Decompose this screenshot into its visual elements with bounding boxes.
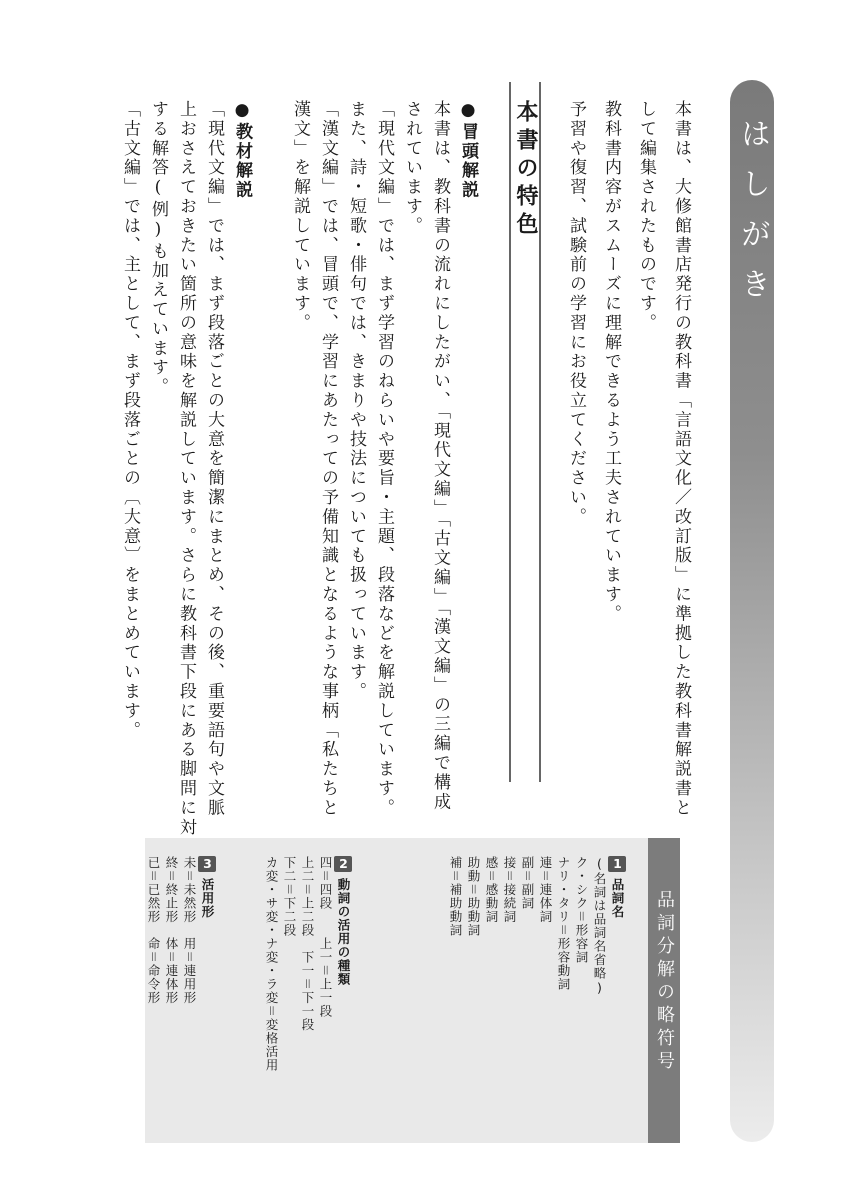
abbr-line: 終＝終止形 体＝連体形 xyxy=(164,856,179,1005)
intro-line: して編集されたものです。 xyxy=(636,100,656,333)
abbr-line: 副＝副詞 xyxy=(520,856,535,910)
abbr-line: 連＝連体詞 xyxy=(538,856,553,924)
intro-line: 教科書内容がスムーズに理解できるよう工夫されています。 xyxy=(601,100,621,624)
section-line: また、詩・短歌・俳句では、きまりや技法についても扱っています。 xyxy=(346,100,366,702)
abbr-line: 上二＝上二段 下一＝下一段 xyxy=(300,856,315,1032)
intro-text xyxy=(558,100,698,818)
section-line: 漢文」を解説しています。 xyxy=(290,100,310,333)
abbr-line: 接＝接続詞 xyxy=(502,856,517,924)
section-heading: ●教材解説 xyxy=(232,100,252,200)
abbreviation-title: 品詞分解の略符号 xyxy=(654,890,675,1074)
intro-line: 予習や復習、試験前の学習にお役立てください。 xyxy=(566,100,586,527)
abbr-line: ク・シク＝形容詞 xyxy=(574,856,589,964)
section-heading: ●冒頭解説 xyxy=(458,100,478,200)
abbr-group-conjugation-forms xyxy=(142,856,216,1136)
intro-line: 本書は、大修館書店発行の教科書「言語文化／改訂版」に準拠した教科書解説書と xyxy=(671,100,691,818)
abbr-group-parts-of-speech xyxy=(372,856,626,1136)
section-line: されています。 xyxy=(402,100,422,236)
abbr-group-heading xyxy=(334,856,352,1136)
section-line: 上おさえておきたい箇所の意味を解説しています。さらに教科書下段にある脚問に対 xyxy=(176,100,196,838)
section-line: 本書は、教科書の流れにしたがい、「現代文編」「古文編」「漢文編」の三編で構成 xyxy=(430,100,450,812)
abbr-heading-text: 動詞の活用の種類 xyxy=(336,878,351,986)
abbr-line: 補＝補助動詞 xyxy=(448,856,463,937)
abbr-line: ナリ・タリ＝形容動詞 xyxy=(556,856,571,991)
abbr-heading-text: 活用形 xyxy=(200,878,215,919)
section-line: 「現代文編」では、まず段落ごとの大意を簡潔にまとめ、その後、重要語句や文脈 xyxy=(204,100,224,818)
section-line: する解答(例)も加えています。 xyxy=(148,100,168,397)
group-number-badge: 1 xyxy=(610,856,625,872)
section-materials xyxy=(88,100,256,838)
abbr-line: 未＝未然形 用＝連用形 xyxy=(182,856,197,1005)
section-line: 「漢文編」では、冒頭で、学習にあたっての予備知識となるような事柄「私たちと xyxy=(318,100,338,818)
feature-title: 本書の特色 xyxy=(513,100,538,240)
abbr-line: 已＝已然形 命＝命令形 xyxy=(146,856,161,1005)
group-number-badge: 2 xyxy=(336,856,351,872)
abbr-line: カ変・サ変・ナ変・ラ変＝変格活用 xyxy=(264,856,279,1072)
abbr-line: 感＝感動詞 xyxy=(484,856,499,924)
page-title: はしがき xyxy=(735,118,770,318)
abbr-group-verb-conjugation xyxy=(222,856,352,1136)
abbr-group-heading xyxy=(198,856,216,1136)
section-line: 「古文編」では、主として、まず段落ごとの〔大意〕をまとめています。 xyxy=(120,100,140,741)
abbr-line: (名詞は品詞名省略) xyxy=(592,856,607,996)
abbr-heading-text: 品詞名 xyxy=(610,878,625,919)
section-line: 「現代文編」では、まず学習のねらいや要旨・主題、段落などを解説しています。 xyxy=(374,100,394,818)
abbr-group-heading xyxy=(608,856,626,1136)
abbr-line: 下二＝下二段 xyxy=(282,856,297,937)
abbr-line: 四＝四段 上一＝上一段 xyxy=(318,856,333,1018)
abbr-line: 助動＝助動詞 xyxy=(466,856,481,937)
section-opening xyxy=(286,100,482,818)
group-number-badge: 3 xyxy=(200,856,215,872)
